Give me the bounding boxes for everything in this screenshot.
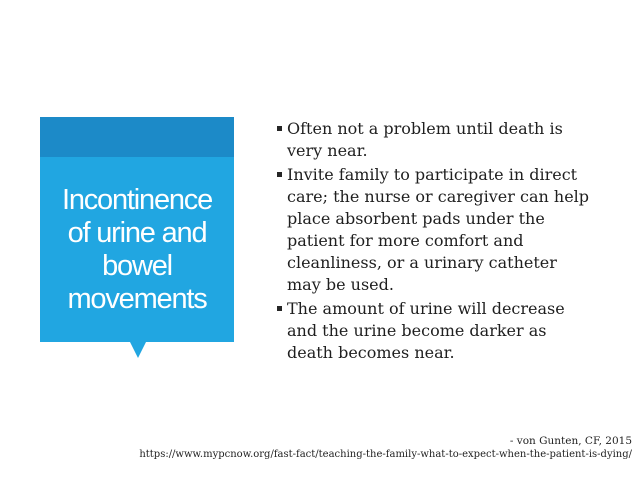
bullet-item — [276, 164, 616, 296]
title-box — [40, 157, 234, 342]
bullet-item — [276, 298, 616, 364]
bullet-text-line: Often not a problem until death is — [287, 119, 563, 138]
bullet-text-line: Invite family to participate in direct — [287, 165, 578, 184]
bullet-text-line: patient for more comfort and — [287, 231, 524, 250]
bullet-text-line: cleanliness, or a urinary catheter — [287, 253, 557, 272]
bullet-item — [276, 118, 616, 162]
bullet-text-line: The amount of urine will decrease — [287, 299, 565, 318]
slide-title-line: bowel — [102, 249, 172, 282]
bullet-list — [276, 118, 616, 366]
slide-title — [62, 184, 212, 316]
square-bullet-icon — [277, 126, 282, 131]
square-bullet-icon — [277, 172, 282, 177]
citation-url: https://www.mypcnow.org/fast-fact/teaching-the-family-what-to-expect-when-the-patient-is-dying/ — [139, 449, 632, 460]
bullet-text-line: very near. — [287, 141, 368, 160]
slide-title-line: movements — [67, 282, 207, 315]
slide-title-line: Incontinence — [61, 183, 213, 216]
bullet-text-line: and the urine become darker as — [287, 321, 547, 340]
citation-author: - von Gunten, CF, 2015 — [509, 435, 632, 447]
bullet-text-line: may be used. — [287, 275, 394, 294]
bullet-text-line: care; the nurse or caregiver can help — [287, 187, 590, 206]
square-bullet-icon — [277, 306, 282, 311]
bullet-text-line: place absorbent pads under the — [287, 209, 545, 228]
title-box-pointer — [130, 342, 146, 358]
bullet-text-line: death becomes near. — [287, 343, 455, 362]
title-box-top-band — [40, 117, 234, 157]
slide-title-line: of urine and — [67, 216, 207, 249]
